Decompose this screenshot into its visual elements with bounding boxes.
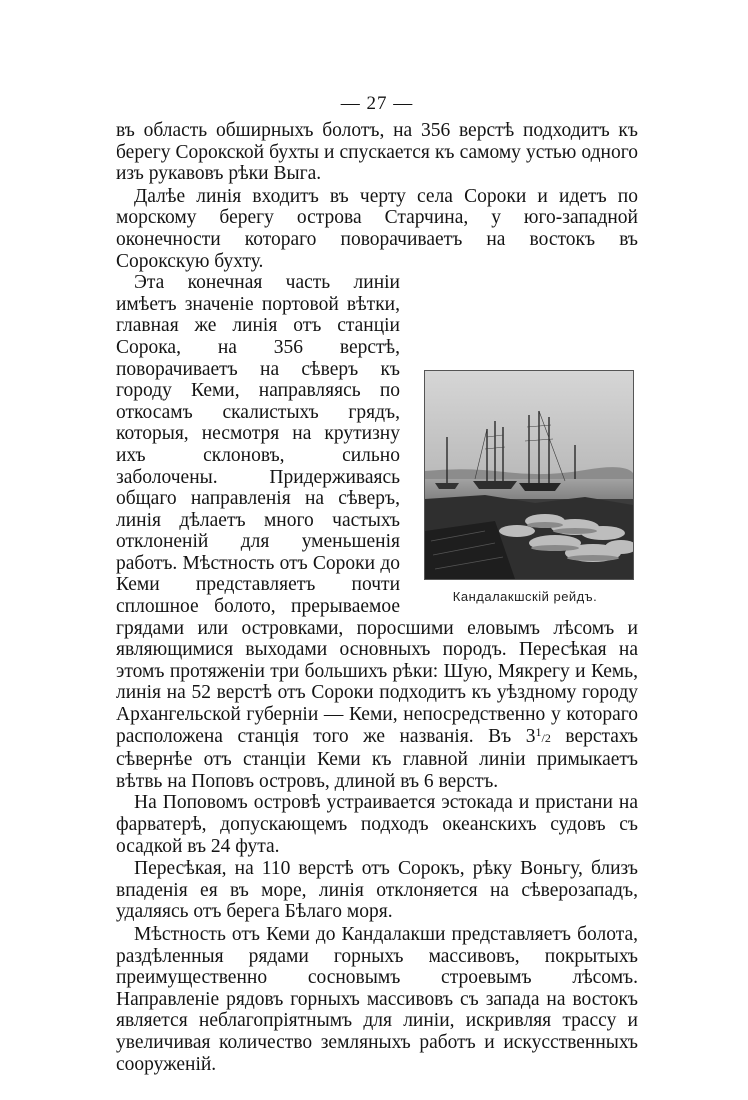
roadstead-photo — [424, 370, 634, 580]
fraction-whole: 3 — [525, 725, 536, 747]
paragraph-3-tail: верстахъ сѣвернѣе отъ станціи Кеми къ главной линіи примыкаетъ вѣтвь на Поповъ островъ, длиной въ 6 верстъ. — [116, 725, 639, 792]
paragraph-5: Пересѣкая, на 110 верстѣ отъ Сорокъ, рѣку Воньгу, близъ впаденія ея въ море, линія отклоняется на сѣверозападъ, удаляясь отъ берега Бѣлаго моря. — [116, 858, 638, 923]
paragraph-3-text: Эта конечная часть линіи имѣетъ значеніе портовой вѣтки, главная же линія отъ станціи Сорока, на 356 верстѣ, поворачиваетъ на сѣверъ къ городу Кеми, направляясь по откосамъ скалистыхъ грядъ, которыя, несмотря на крутизну ихъ склоновъ, сильно заболочены. Придерживаясь общаго направленія на сѣверъ, линія дѣлаетъ много частыхъ отклоненій для уменьшенія работъ. Мѣстность отъ Сороки до Кеми представляетъ почти сплошное болото, прерываемое грядами или островками, поросшими еловымъ лѣсомъ и являющимися выходами основныхъ породъ. Пересѣкая на этомъ протяженіи три большихъ рѣки: Шую, Мякрегу и Кемь, линія на 52 верстѣ отъ Сороки подходитъ къ уѣздному городу Архангельской губерніи — Кеми, непосредственно у котораго расположена станція того же названія. Въ — [116, 272, 638, 747]
figure — [412, 370, 638, 606]
paragraph-2: Далѣе линія входитъ въ черту села Сороки и идетъ по морскому берегу острова Старчина, у юго-западной оконечности котораго поворачиваетъ на востокъ въ Сорокскую бухту. — [116, 185, 638, 272]
paragraph-6: Мѣстность отъ Кеми до Кандалакши представляетъ болота, раздѣленныя рядами горныхъ массивовъ, покрытыхъ преимущественно сосновымъ строевымъ лѣсомъ. Направленіе рядовъ горныхъ массивовъ съ запада на востокъ является неблагопріятнымъ для линіи, искривляя трассу и увеличивая количество земляныхъ работъ и искусственныхъ сооруженій. — [116, 923, 638, 1075]
paragraph-4: На Поповомъ островѣ устраивается эстокада и пристани на фарватерѣ, допускающемъ подходъ океанскихъ судовъ съ осадкой въ 24 фута. — [116, 792, 638, 857]
fraction-denominator: 2 — [544, 730, 551, 745]
book-page — [116, 92, 638, 1075]
fraction-numerator: 1 — [535, 724, 542, 739]
page-number: — 27 — — [340, 93, 414, 114]
fraction-slash: / — [541, 730, 545, 745]
figure-caption: Кандалакшскій рейдъ. — [452, 589, 598, 605]
paragraph-1: въ область обширныхъ болотъ, на 356 верстѣ подходитъ къ берегу Сорокской бухты и спускается къ самому устью одного изъ рукавовъ рѣки Выга. — [116, 120, 638, 185]
roadstead-photo-illustration — [425, 371, 633, 579]
paragraph-3-block — [116, 272, 638, 792]
